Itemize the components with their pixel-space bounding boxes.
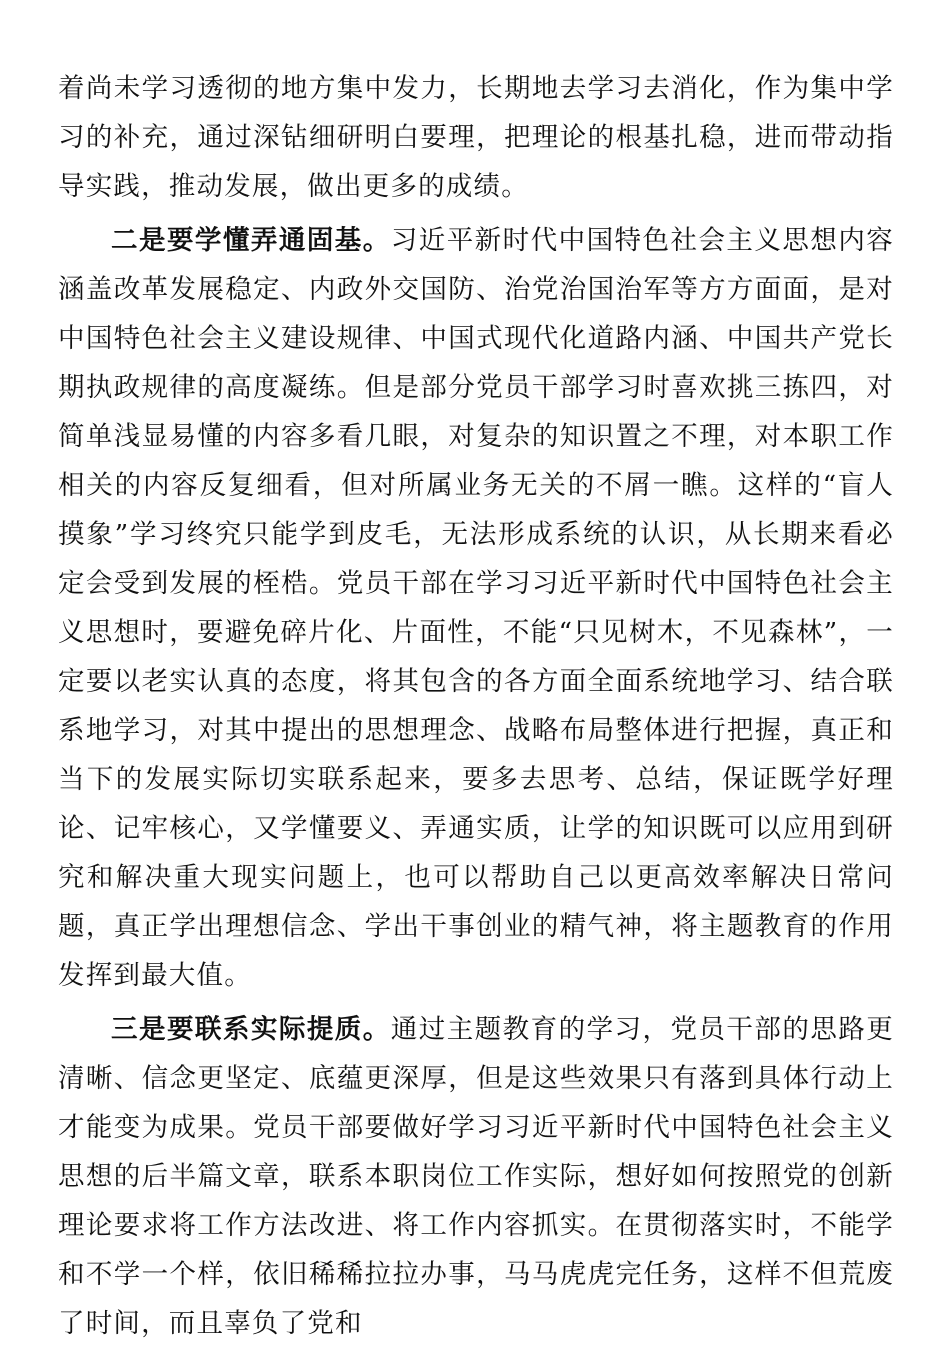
paragraph-heading: 三是要联系实际提质。 — [111, 1014, 391, 1045]
document-page — [58, 64, 894, 1348]
paragraph-continuation — [58, 64, 894, 211]
paragraph-heading: 二是要学懂弄通固基。 — [111, 225, 391, 256]
paragraph-text: 着尚未学习透彻的地方集中发力，长期地去学习去消化，作为集中学习的补充，通过深钻细研明白要理，把理论的根基扎稳，进而带动指导实践，推动发展，做出更多的成绩。 — [58, 73, 894, 202]
paragraph-point-three — [58, 1005, 894, 1348]
paragraph-text: 通过主题教育的学习，党员干部的思路更清晰、信念更坚定、底蕴更深厚，但是这些效果只有落到具体行动上才能变为成果。党员干部要做好学习习近平新时代中国特色社会主义思想的后半篇文章，联系本职岗位工作实际，想好如何按照党的创新理论要求将工作方法改进、将工作内容抓实。在贯彻落实时，不能学和不学一个样，依旧稀稀拉拉办事，马马虎虎完任务，这样不但荒废了时间，而且辜负了党和 — [58, 1014, 895, 1339]
paragraph-point-two — [58, 216, 894, 1000]
paragraph-text: 习近平新时代中国特色社会主义思想内容涵盖改革发展稳定、内政外交国防、治党治国治军等方方面面，是对中国特色社会主义建设规律、中国式现代化道路内涵、中国共产党长期执政规律的高度凝练。但是部分党员干部学习时喜欢挑三拣四，对简单浅显易懂的内容多看几眼，对复杂的知识置之不理，对本职工作相关的内容反复细看，但对所属业务无关的不屑一瞧。这样的“盲人摸象”学习终究只能学到皮毛，无法形成系统的认识，从长期来看必定会受到发展的桎梏。党员干部在学习习近平新时代中国特色社会主义思想时，要避免碎片化、片面性，不能“只见树木，不见森林”，一定要以老实认真的态度，将其包含的各方面全面系统地学习、结合联系地学习，对其中提出的思想理念、战略布局整体进行把握，真正和当下的发展实际切实联系起来，要多去思考、总结，保证既学好理论、记牢核心，又学懂要义、弄通实质，让学的知识既可以应用到研究和解决重大现实问题上，也可以帮助自己以更高效率解决日常问题，真正学出理想信念、学出干事创业的精气神，将主题教育的作用发挥到最大值。 — [58, 225, 895, 991]
